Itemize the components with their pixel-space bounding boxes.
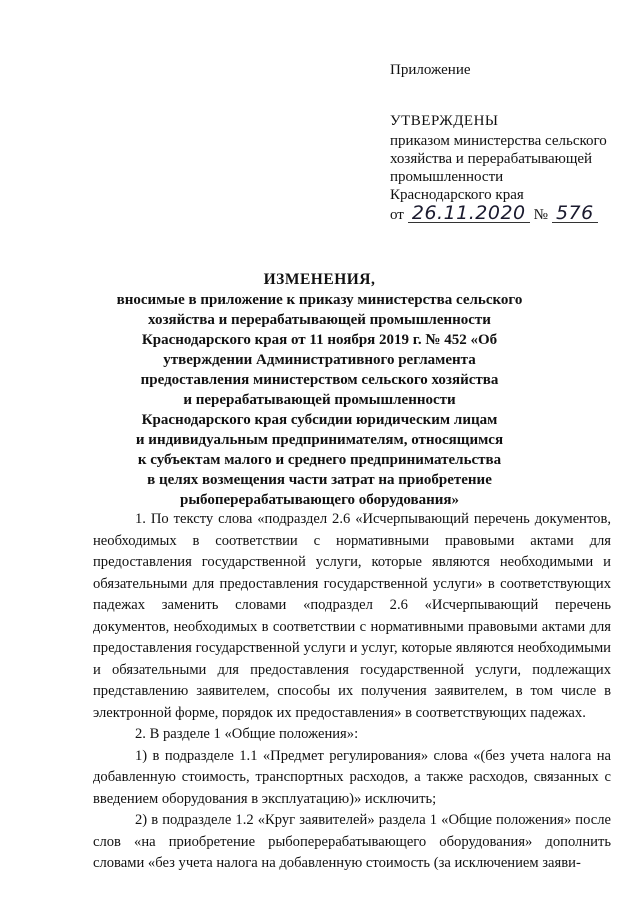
approved-by-line: Краснодарского края	[390, 187, 524, 203]
title-line: в целях возмещения части затрат на приобретение	[147, 472, 492, 488]
body-paragraph: 2. В разделе 1 «Общие положения»:	[135, 726, 359, 742]
document-title	[0, 270, 639, 510]
approved-by-line: хозяйства и перерабатывающей	[390, 151, 593, 167]
order-reference	[390, 204, 630, 224]
title-line: Краснодарского края субсидии юридическим лицам	[141, 412, 498, 428]
body-paragraph: 1) в подразделе 1.1 «Предмет регулирования» слова «(без учета налога на добавленную стоимость, транспортных расходов, а также расходов, связанных с введением оборудования в эксплуатацию)» исключить;	[93, 747, 611, 807]
approval-block	[390, 112, 630, 224]
approved-by-line: промышленности	[390, 169, 504, 185]
title-line: и индивидуальным предпринимателям, относящимся	[135, 432, 504, 448]
title-line: рыбоперерабатывающего оборудования»	[180, 492, 459, 508]
body-paragraph: 1. По тексту слова «подраздел 2.6 «Исчерпывающий перечень документов, необходимых в соответствии с нормативными правовыми актами для предоставления государственной услуги, которые являются необходимыми и обязательными для предоставления государственной услуги» в соответствующих падежах заменить словами «подраздел 2.6 «Исчерпывающий перечень документов, необходимых в соответствии с нормативными правовыми актами для предоставления государственной услуги и услуг, которые являются необходимыми и обязательными для предоставления государственной услуги, подлежащих представлению заявителем, способы их получения заявителем, в том числе в электронной форме, порядок их предоставления» в соответствующих падежах.	[93, 511, 611, 721]
body-paragraph: 2) в подразделе 1.2 «Круг заявителей» раздела 1 «Общие положения» после слов «на приобретение рыбоперерабатывающего оборудования» дополнить словами «без учета налога на добавленную стоимость (за исключением заяви-	[93, 812, 611, 871]
appendix-label: Приложение	[390, 62, 471, 78]
title-line: вносимые в приложение к приказу министерства сельского	[116, 292, 523, 308]
order-prefix: от	[390, 207, 404, 223]
title-line: предоставления министерством сельского хозяйства	[140, 372, 499, 388]
title-heading: ИЗМЕНЕНИЯ,	[263, 271, 376, 288]
order-number-handwritten: 576	[552, 204, 598, 223]
title-line: и перерабатывающей промышленности	[183, 392, 456, 408]
order-date-handwritten: 26.11.2020	[408, 204, 530, 223]
document-body	[93, 509, 611, 875]
title-line: к субъектам малого и среднего предпринимательства	[137, 452, 502, 468]
approved-by-line: приказом министерства сельского	[390, 133, 607, 149]
approved-heading: УТВЕРЖДЕНЫ	[390, 113, 499, 129]
order-number-sign: №	[533, 207, 548, 223]
title-line: утверждении Административного регламента	[163, 352, 476, 368]
title-line: Краснодарского края от 11 ноября 2019 г. № 452 «Об	[141, 332, 498, 348]
title-line: хозяйства и перерабатывающей промышленности	[148, 312, 491, 328]
